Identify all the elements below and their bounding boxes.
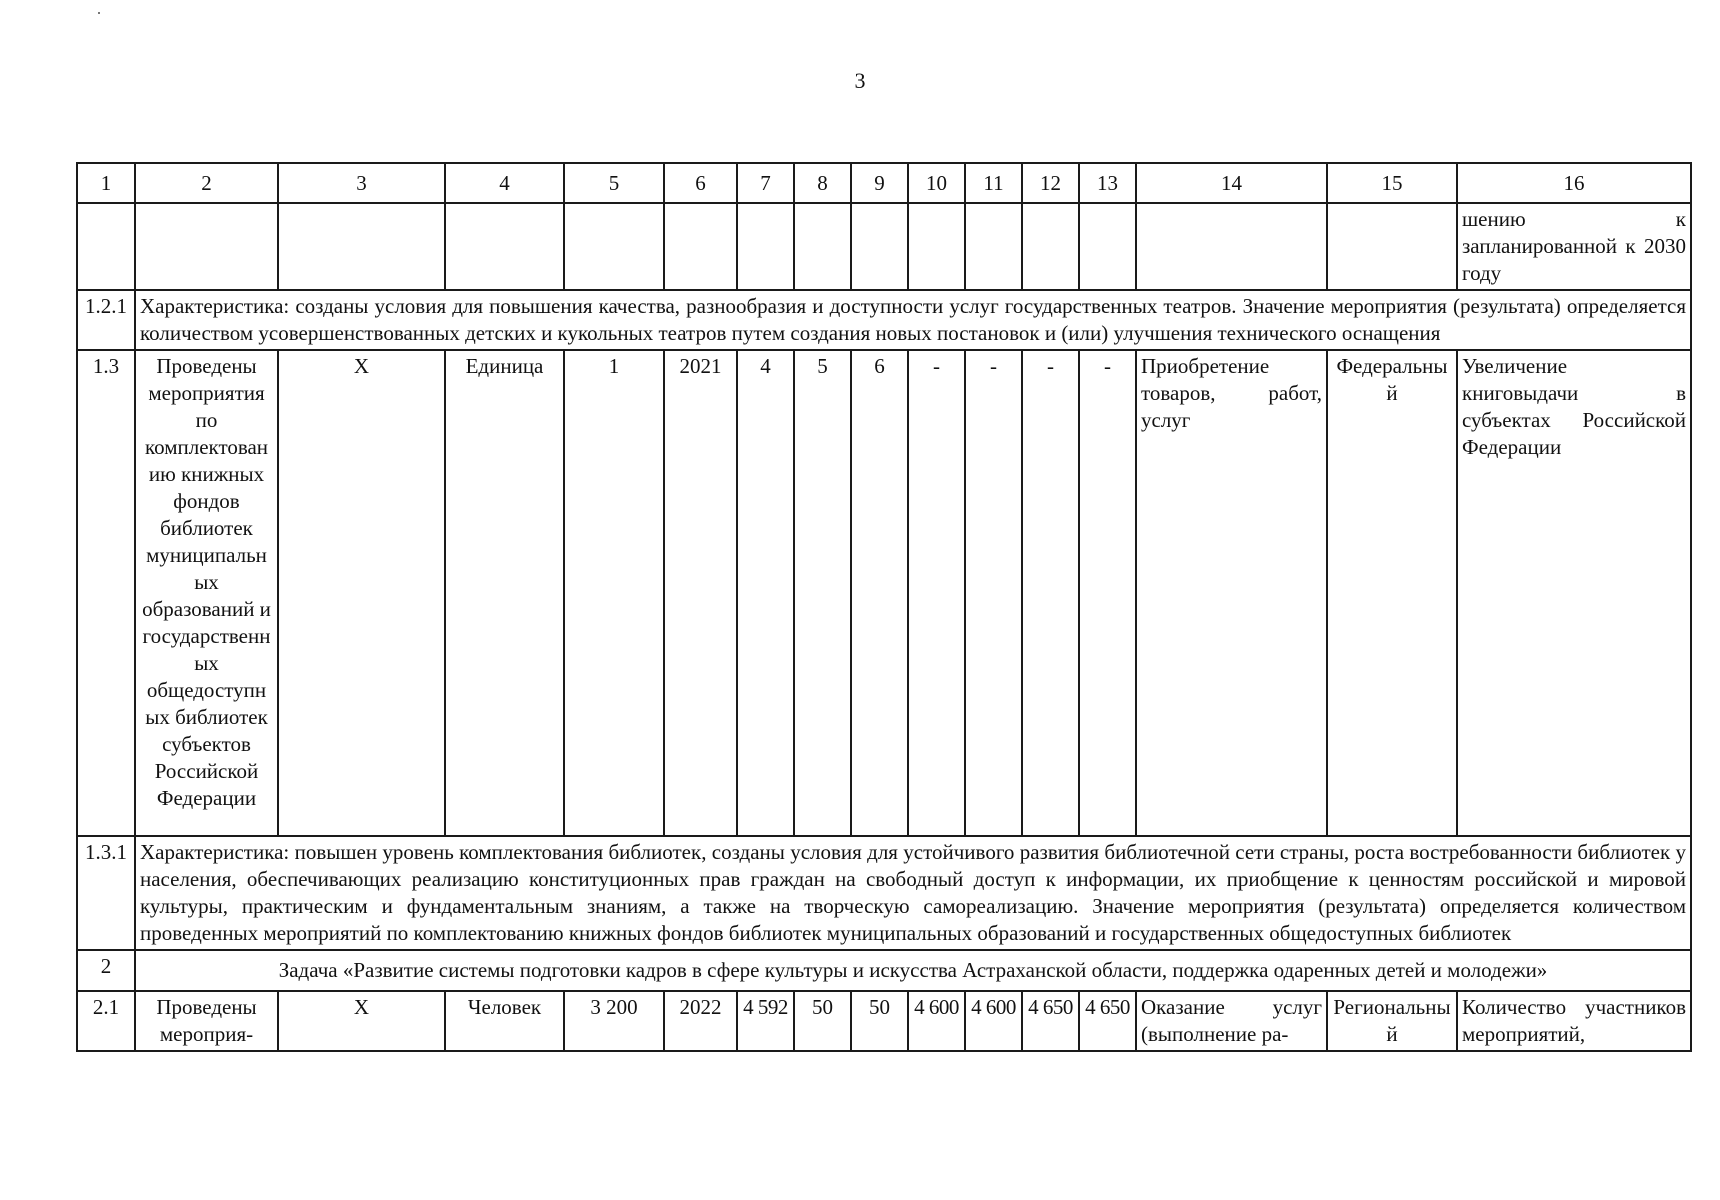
header-cell: 11 xyxy=(965,163,1022,203)
header-cell: 8 xyxy=(794,163,851,203)
characteristic-text: Характеристика: повышен уровень комплектования библиотек, созданы условия для устойчивого развития библиотечной сети страны, роста востребованности библиотек у населения, обеспечивающих реализацию конституционных прав граждан на свободный доступ к информации, их приобщение к ценностям российской и мировой культуры, практическим и фундаментальным знаниям, а также на творческую самореализацию. Значение мероприятия (результата) определяется количеством проведенных мероприятий по комплектованию книжных фондов библиотек муниципальных образований и государственных общедоступных библиотек xyxy=(135,836,1691,950)
row-number: 1.3 xyxy=(77,350,135,836)
base-year: 2022 xyxy=(664,991,737,1051)
characteristic-text: Характеристика: созданы условия для повышения качества, разнообразия и доступности услуг государственных театров. Значение мероприятия (результата) определяется количеством усовершенствованных детских и кукольных театров путем создания новых постановок и (или) улучшения технического оснащения xyxy=(135,290,1691,350)
col3-value: Х xyxy=(278,991,445,1051)
funding-level: Федеральный xyxy=(1327,350,1457,836)
value-col10: 4 600 xyxy=(908,991,965,1051)
continuation-row xyxy=(77,203,1691,290)
row-number: 1.2.1 xyxy=(77,290,135,350)
value-col12: - xyxy=(1022,350,1079,836)
table-row-1-3-1 xyxy=(77,836,1691,950)
header-cell: 9 xyxy=(851,163,908,203)
header-cell: 16 xyxy=(1457,163,1691,203)
row-number: 2.1 xyxy=(77,991,135,1051)
value-col11: - xyxy=(965,350,1022,836)
base-year: 2021 xyxy=(664,350,737,836)
funding-level: Региональный xyxy=(1327,991,1457,1051)
value-col12: 4 650 xyxy=(1022,991,1079,1051)
header-cell: 10 xyxy=(908,163,965,203)
task-title: Задача «Развитие системы подготовки кадров в сфере культуры и искусства Астраханской области, поддержка одаренных детей и молодежи» xyxy=(135,950,1691,991)
header-cell: 2 xyxy=(135,163,278,203)
header-cell: 4 xyxy=(445,163,564,203)
value-col9: 6 xyxy=(851,350,908,836)
header-cell: 12 xyxy=(1022,163,1079,203)
value-col11: 4 600 xyxy=(965,991,1022,1051)
value-col13: 4 650 xyxy=(1079,991,1136,1051)
header-cell: 7 xyxy=(737,163,794,203)
header-cell: 6 xyxy=(664,163,737,203)
value-col7: 4 592 xyxy=(737,991,794,1051)
row-number: 1.3.1 xyxy=(77,836,135,950)
table-row-2 xyxy=(77,950,1691,991)
effect-cell: Количество участников мероприятий, xyxy=(1457,991,1691,1051)
activity-name: Проведены мероприятия по комплектованию книжных фондов библиотек муниципальных образований и государственных общедоступных библиотек субъектов Российской Федерации xyxy=(135,350,278,836)
header-cell: 15 xyxy=(1327,163,1457,203)
scan-speck xyxy=(98,12,100,14)
effect-cell: Увеличение книговыдачи в субъектах Российской Федерации xyxy=(1457,350,1691,836)
value-col10: - xyxy=(908,350,965,836)
value-col7: 4 xyxy=(737,350,794,836)
header-cell: 1 xyxy=(77,163,135,203)
activity-name: Проведены мероприя- xyxy=(135,991,278,1051)
activity-type: Приобретение товаров, работ, услуг xyxy=(1136,350,1327,836)
header-row xyxy=(77,163,1691,203)
results-table xyxy=(76,162,1692,1052)
table-row-1-2-1 xyxy=(77,290,1691,350)
col3-value: Х xyxy=(278,350,445,836)
base-value: 3 200 xyxy=(564,991,664,1051)
value-col9: 50 xyxy=(851,991,908,1051)
table-row-2-1 xyxy=(77,991,1691,1051)
header-cell: 14 xyxy=(1136,163,1327,203)
header-cell: 5 xyxy=(564,163,664,203)
row-number: 2 xyxy=(77,950,135,991)
table-row-1-3 xyxy=(77,350,1691,836)
value-col13: - xyxy=(1079,350,1136,836)
page-number: 3 xyxy=(854,68,866,93)
effect-cell: шению к запланированной к 2030 году xyxy=(1457,203,1691,290)
unit-cell: Единица xyxy=(445,350,564,836)
unit-cell: Человек xyxy=(445,991,564,1051)
value-col8: 5 xyxy=(794,350,851,836)
base-value: 1 xyxy=(564,350,664,836)
header-cell: 3 xyxy=(278,163,445,203)
header-cell: 13 xyxy=(1079,163,1136,203)
activity-type: Оказание услуг (выполнение ра- xyxy=(1136,991,1327,1051)
value-col8: 50 xyxy=(794,991,851,1051)
